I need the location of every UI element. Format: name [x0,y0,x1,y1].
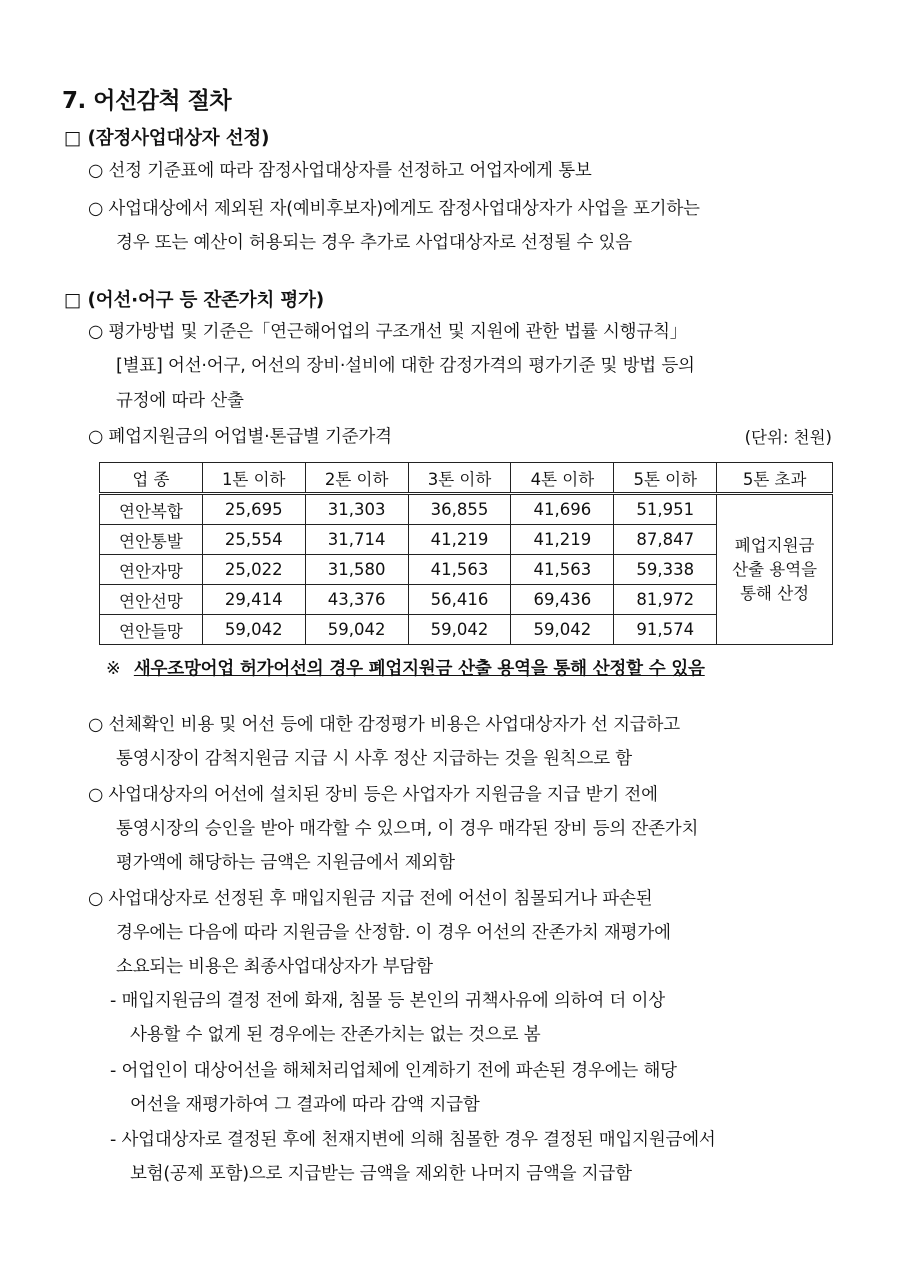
bullet-reserve-candidates-line1: ○ 사업대상에서 제외된 자(예비후보자)에게도 잠정사업대상자가 사업을 포기하는 [88,199,700,219]
section-heading-selection: □ (잠정사업대상자 선정) [64,128,270,149]
base-price-table [99,462,833,645]
header-cell: 4톤 이하 [511,463,614,494]
table-cell: 31,714 [305,525,408,555]
bullet-equipment-sale-line1: ○ 사업대상자의 어선에 설치된 장비 등은 사업자가 지원금을 지급 받기 전에 [88,785,658,805]
table-cell: 연안들망 [100,615,203,645]
table-cell: 59,042 [305,615,408,645]
footnote [106,655,705,680]
table-cell: 41,219 [511,525,614,555]
header-cell: 5톤 초과 [717,463,833,494]
table-cell: 91,574 [614,615,717,645]
table-cell: 41,563 [408,555,511,585]
table-cell: 41,563 [511,555,614,585]
bullet-valuation-method-line1: ○ 평가방법 및 기준은「연근해어업의 구조개선 및 지원에 관한 법률 시행규칙」 [88,322,688,342]
table-cell: 59,042 [408,615,511,645]
bullet-base-price: ○ 폐업지원금의 어업별·톤급별 기준가격 [88,427,392,447]
table-cell: 41,219 [408,525,511,555]
unit-label: (단위: 천원) [744,428,832,447]
header-cell: 업 종 [100,463,203,494]
table-cell: 연안복합 [100,494,203,525]
table-cell: 59,042 [202,615,305,645]
merged-note-line: 통해 산정 [740,583,810,603]
table-row [100,494,833,525]
table-cell: 41,696 [511,494,614,525]
table-cell: 25,022 [202,555,305,585]
footnote-mark: ※ [106,659,121,679]
table-header-row [100,463,833,494]
dash-item-fault-line1: - 매입지원금의 결정 전에 화재, 침몰 등 본인의 귀책사유에 의하여 더 이상 [110,991,665,1011]
table-cell: 43,376 [305,585,408,615]
bullet-sinking-line2: 경우에는 다음에 따라 지원금을 산정함. 이 경우 어선의 잔존가치 재평가에 [116,923,671,943]
table-cell: 59,042 [511,615,614,645]
dash-item-disaster-line1: - 사업대상자로 결정된 후에 천재지변에 의해 침몰한 경우 결정된 매입지원금에서 [110,1130,716,1150]
dash-item-fault-line2: 사용할 수 없게 된 경우에는 잔존가치는 없는 것으로 봄 [130,1025,541,1045]
table-cell: 25,554 [202,525,305,555]
header-cell: 3톤 이하 [408,463,511,494]
footnote-text: 새우조망어업 허가어선의 경우 폐업지원금 산출 용역을 통해 산정할 수 있음 [133,659,705,679]
bullet-valuation-method-line2: [별표] 어선·어구, 어선의 장비·설비에 대한 감정가격의 평가기준 및 방법 등의 [116,356,695,376]
table-cell: 연안선망 [100,585,203,615]
merged-note-line: 산출 용역을 [732,559,818,579]
dash-item-damage-line2: 어선을 재평가하여 그 결과에 따라 감액 지급함 [130,1095,480,1115]
bullet-valuation-method-line3: 규정에 따라 산출 [116,391,244,411]
bullet-sinking-line1: ○ 사업대상자로 선정된 후 매입지원금 지급 전에 어선이 침몰되거나 파손된 [88,889,653,909]
bullet-inspection-cost-line1: ○ 선체확인 비용 및 어선 등에 대한 감정평가 비용은 사업대상자가 선 지급하고 [88,715,680,735]
table-cell: 25,695 [202,494,305,525]
table-cell: 56,416 [408,585,511,615]
merged-note-line: 폐업지원금 [734,535,815,555]
bullet-equipment-sale-line3: 평가액에 해당하는 금액은 지원금에서 제외함 [116,853,455,873]
dash-item-disaster-line2: 보험(공제 포함)으로 지급받는 금액을 제외한 나머지 금액을 지급함 [130,1164,632,1184]
bullet-selection-criteria: ○ 선정 기준표에 따라 잠정사업대상자를 선정하고 어업자에게 통보 [88,161,592,181]
bullet-inspection-cost-line2: 통영시장이 감척지원금 지급 시 사후 정산 지급하는 것을 원칙으로 함 [116,749,633,769]
merged-note-cell [717,494,833,645]
table-cell: 연안자망 [100,555,203,585]
table-cell: 36,855 [408,494,511,525]
table-cell: 87,847 [614,525,717,555]
table-cell: 69,436 [511,585,614,615]
page-title: 7. 어선감척 절차 [62,88,232,114]
header-cell: 2톤 이하 [305,463,408,494]
bullet-sinking-line3: 소요되는 비용은 최종사업대상자가 부담함 [116,957,433,977]
table-cell: 59,338 [614,555,717,585]
header-cell: 1톤 이하 [202,463,305,494]
header-cell: 5톤 이하 [614,463,717,494]
bullet-reserve-candidates-line2: 경우 또는 예산이 허용되는 경우 추가로 사업대상자로 선정될 수 있음 [116,233,633,253]
table-cell: 51,951 [614,494,717,525]
table-cell: 31,303 [305,494,408,525]
table-cell: 29,414 [202,585,305,615]
table-cell: 81,972 [614,585,717,615]
bullet-equipment-sale-line2: 통영시장의 승인을 받아 매각할 수 있으며, 이 경우 매각된 장비 등의 잔존가치 [116,819,699,839]
table-cell: 31,580 [305,555,408,585]
dash-item-damage-line1: - 어업인이 대상어선을 해체처리업체에 인계하기 전에 파손된 경우에는 해당 [110,1061,677,1081]
section-heading-valuation: □ (어선·어구 등 잔존가치 평가) [64,290,324,311]
table-cell: 연안통발 [100,525,203,555]
